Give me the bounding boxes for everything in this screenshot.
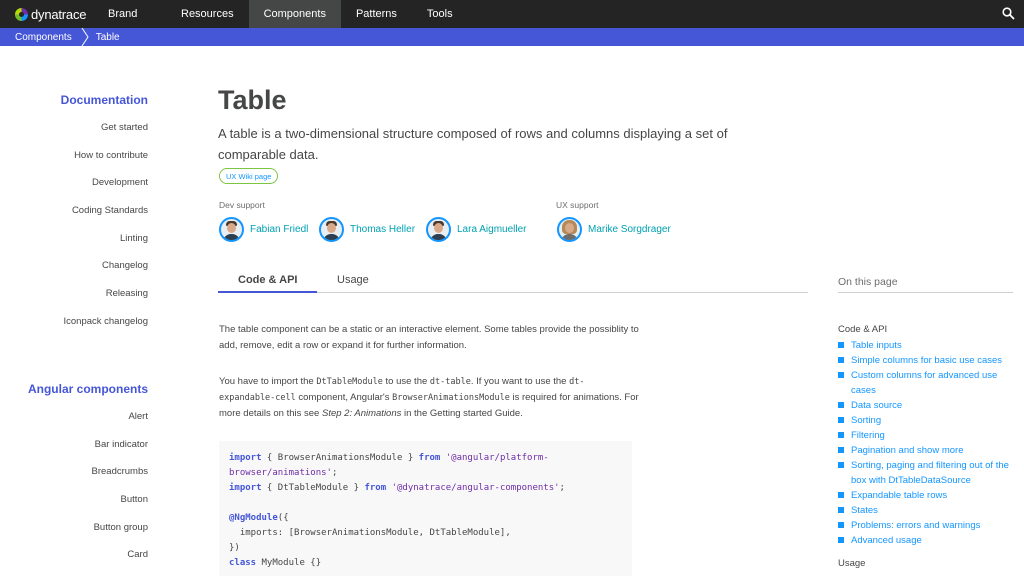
dynatrace-logo-icon (15, 8, 28, 21)
avatar (557, 217, 582, 242)
sidebar-item-alert[interactable]: Alert (128, 411, 148, 422)
nav-item-components[interactable]: Components (249, 0, 341, 28)
contributor[interactable] (557, 217, 671, 242)
sidebar-heading-angular-components[interactable]: Angular components (27, 382, 148, 396)
contributor-name: Lara Aigmueller (457, 224, 527, 235)
toc-item[interactable]: Pagination and show more (838, 443, 1018, 458)
toc-item[interactable]: States (838, 503, 1018, 518)
sidebar-item-how-to-contribute[interactable]: How to contribute (74, 150, 148, 161)
tab-code-api[interactable]: Code & API (238, 274, 298, 286)
code-ref: DtTableModule (316, 377, 383, 387)
sidebar-item-changelog[interactable]: Changelog (102, 260, 148, 271)
toc-item[interactable]: Data source (838, 398, 1018, 413)
toc-item[interactable]: Custom columns for advanced use cases (838, 368, 1014, 398)
nav-item-resources[interactable]: Resources (181, 8, 234, 20)
code-ref: dt-table (429, 377, 471, 387)
toc-group-code-api[interactable]: Code & API (838, 324, 888, 335)
ux-wiki-link[interactable]: UX Wiki page (219, 168, 278, 184)
sidebar-item-bar-indicator[interactable]: Bar indicator (94, 439, 148, 450)
active-tab-indicator (218, 291, 317, 293)
page-lead: A table is a two-dimensional structure composed of rows and columns displaying a set of comparable data. (218, 126, 728, 162)
sidebar-item-card[interactable]: Card (127, 549, 148, 560)
breadcrumb (0, 28, 1024, 46)
toc-item[interactable]: Problems: errors and warnings (838, 518, 1018, 533)
import-paragraph: You have to import the DtTableModule to use the dt-table. If you want to use the dt-expandable-cell component, Angular's BrowserAnimationsModule is required for animations. For more details on this see Step 2: Animations in the Getting started Guide. (219, 376, 639, 419)
contributor[interactable] (426, 217, 526, 242)
sidebar-item-releasing[interactable]: Releasing (105, 288, 148, 299)
nav-item-tools[interactable]: Tools (426, 8, 453, 20)
contributor-name: Fabian Friedl (250, 224, 309, 235)
sidebar-item-button[interactable]: Button (120, 494, 148, 505)
sidebar-item-iconpack-changelog[interactable]: Iconpack changelog (63, 316, 148, 327)
top-navigation (0, 0, 1024, 28)
toc-group-usage[interactable]: Usage (838, 558, 866, 569)
breadcrumb-item-components[interactable]: Components (15, 31, 72, 43)
code-ref: dt-expandable-cell (219, 377, 585, 403)
logo-text: dynatrace (31, 6, 87, 22)
contributor[interactable] (319, 217, 415, 242)
search-icon[interactable] (1002, 7, 1015, 20)
tab-usage[interactable]: Usage (337, 274, 369, 286)
code-ref: BrowserAnimationsModule (392, 393, 510, 403)
nav-item-patterns[interactable]: Patterns (355, 8, 397, 20)
sidebar-item-coding-standards[interactable]: Coding Standards (71, 205, 148, 216)
avatar (219, 217, 244, 242)
toc-item[interactable]: Table inputs (838, 338, 1018, 353)
contributor-name: Thomas Heller (350, 224, 416, 235)
breadcrumb-item-table[interactable]: Table (95, 31, 120, 43)
ux-support-label: UX support (556, 200, 599, 210)
dynatrace-logo[interactable] (0, 0, 107, 28)
tab-bar (218, 270, 808, 293)
guide-step-ref: Step 2: Animations (321, 408, 402, 419)
toc-item[interactable]: Simple columns for basic use cases (838, 353, 1018, 368)
sidebar-item-development[interactable]: Development (92, 177, 148, 188)
toc-title: On this page (838, 276, 898, 288)
sidebar-item-linting[interactable]: Linting (120, 233, 148, 244)
dev-support-label: Dev support (219, 200, 265, 210)
toc-item[interactable]: Advanced usage (838, 533, 1018, 548)
toc-item[interactable]: Sorting (838, 413, 1018, 428)
sidebar-item-get-started[interactable]: Get started (101, 122, 148, 133)
sidebar-heading-documentation[interactable]: Documentation (60, 93, 148, 107)
chevron-right-icon (80, 28, 90, 46)
code-block[interactable]: import { BrowserAnimationsModule } from '@angular/platform- browser/animations'; import { DtTableModule } from '@dynatrace/angular-components'; @NgModule({ imports: [BrowserAnimationsModule, DtTableModule], }) class MyModule {} (219, 441, 632, 576)
page-title: Table (218, 85, 287, 115)
sidebar-item-breadcrumbs[interactable]: Breadcrumbs (91, 466, 148, 477)
avatar (319, 217, 344, 242)
contributor-name: Marike Sorgdrager (588, 224, 671, 235)
toc-item[interactable]: Filtering (838, 428, 1018, 443)
toc-item[interactable]: Sorting, paging and filtering out of the box with DtTableDataSource (838, 458, 1016, 488)
toc-item[interactable]: Expandable table rows (838, 488, 1018, 503)
nav-item-brand[interactable]: Brand (108, 8, 138, 20)
contributor[interactable] (219, 217, 308, 242)
toc-divider (838, 292, 1013, 293)
avatar (426, 217, 451, 242)
intro-paragraph: The table component can be a static or an interactive element. Some tables provide the possiblity to add, remove, edit a row or expand it for further information. (219, 324, 639, 351)
sidebar-item-button-group[interactable]: Button group (93, 522, 148, 533)
